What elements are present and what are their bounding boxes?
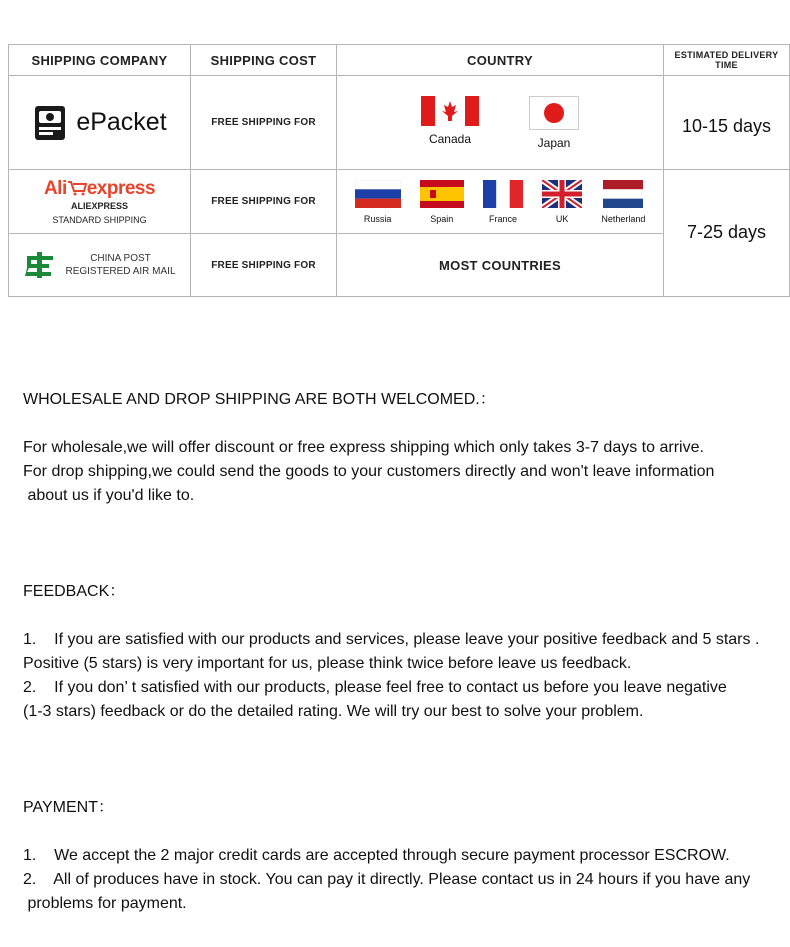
country-cell-most: MOST COUNTRIES — [337, 234, 664, 297]
country-label-spain: Spain — [430, 213, 454, 224]
wholesale-line2: For drop shipping,we could send the goods to your customers directly and won't leave information — [23, 463, 715, 480]
aliexpress-logo — [44, 178, 155, 200]
aliexpress-sub2: STANDARD SHIPPING — [52, 214, 147, 225]
table-row — [9, 169, 790, 234]
chinapost-line2: REGISTERED AIR MAIL — [65, 266, 176, 278]
netherlands-flag-icon — [603, 180, 643, 208]
table-row — [9, 76, 790, 170]
epacket-label: ePacket — [76, 108, 167, 137]
epacket-cell — [9, 76, 191, 170]
feedback-heading: FEEDBACK： — [23, 583, 126, 600]
country-cell — [337, 76, 664, 170]
header-country: COUNTRY — [337, 45, 664, 76]
country-label-uk: UK — [555, 213, 569, 224]
china-post-logo-icon — [23, 250, 57, 280]
russia-flag-icon — [355, 180, 401, 208]
delivery-time-cell: 7-25 days — [664, 169, 790, 296]
delivery-time-cell: 10-15 days — [664, 76, 790, 170]
shipping-table — [8, 44, 790, 297]
feedback-line2: Positive (5 stars) is very important for us, please think twice before leave us feedback. — [23, 655, 632, 672]
payment-line3: problems for payment. — [23, 895, 187, 912]
wholesale-heading: WHOLESALE AND DROP SHIPPING ARE BOTH WELCOMED.： — [23, 391, 496, 408]
shopping-cart-icon — [67, 180, 87, 196]
country-label-japan: Japan — [537, 135, 571, 150]
header-delivery-time — [664, 45, 790, 76]
wholesale-line1: For wholesale,we will offer discount or free express shipping which only takes 3-7 days to arrive. — [23, 439, 704, 456]
header-shipping-cost: SHIPPING COST — [191, 45, 337, 76]
feedback-line3: 2. If you don’ t satisfied with our products, please feel free to contact us before you leave negative — [23, 679, 727, 696]
feedback-line4: (1-3 stars) feedback or do the detailed rating. We will try our best to solve your problem. — [23, 703, 644, 720]
payment-line1: 1. We accept the 2 major credit cards are accepted through secure payment processor ESCROW. — [23, 847, 730, 864]
country-cell — [337, 169, 664, 234]
payment-line2: 2. All of produces have in stock. You can pay it directly. Please contact us in 24 hours if you have any — [23, 871, 751, 888]
uk-flag-icon — [542, 180, 582, 208]
japan-flag-icon — [529, 96, 579, 130]
country-label-canada: Canada — [428, 131, 472, 146]
aliexpress-logo-express: express — [86, 177, 156, 199]
country-label-russia: Russia — [363, 213, 392, 224]
header-shipping-company: SHIPPING COMPANY — [9, 45, 191, 76]
country-label-netherland: Netherland — [601, 213, 646, 224]
feedback-line1: 1. If you are satisfied with our products and services, please leave your positive feedback and 5 stars . — [23, 631, 760, 648]
shipping-cost-cell: FREE SHIPPING FOR — [191, 169, 337, 234]
shipping-cost-cell: FREE SHIPPING FOR — [191, 76, 337, 170]
spain-flag-icon — [420, 180, 464, 208]
country-label-france: France — [488, 213, 517, 224]
aliexpress-cell — [9, 169, 191, 234]
epacket-logo-icon — [32, 103, 68, 143]
aliexpress-logo-ali: Ali — [43, 177, 67, 199]
header-delivery-line1: ESTIMATED DELIVERY — [674, 50, 779, 61]
france-flag-icon — [483, 180, 523, 208]
payment-heading: PAYMENT： — [23, 799, 114, 816]
chinapost-line1: CHINA POST — [90, 253, 151, 265]
shipping-cost-cell: FREE SHIPPING FOR — [191, 234, 337, 297]
canada-flag-icon — [421, 96, 479, 126]
wholesale-line3: about us if you'd like to. — [23, 487, 195, 504]
aliexpress-sub1: ALIEXPRESS — [70, 200, 128, 211]
header-delivery-line2: TIME — [715, 60, 738, 71]
chinapost-cell — [9, 234, 191, 297]
